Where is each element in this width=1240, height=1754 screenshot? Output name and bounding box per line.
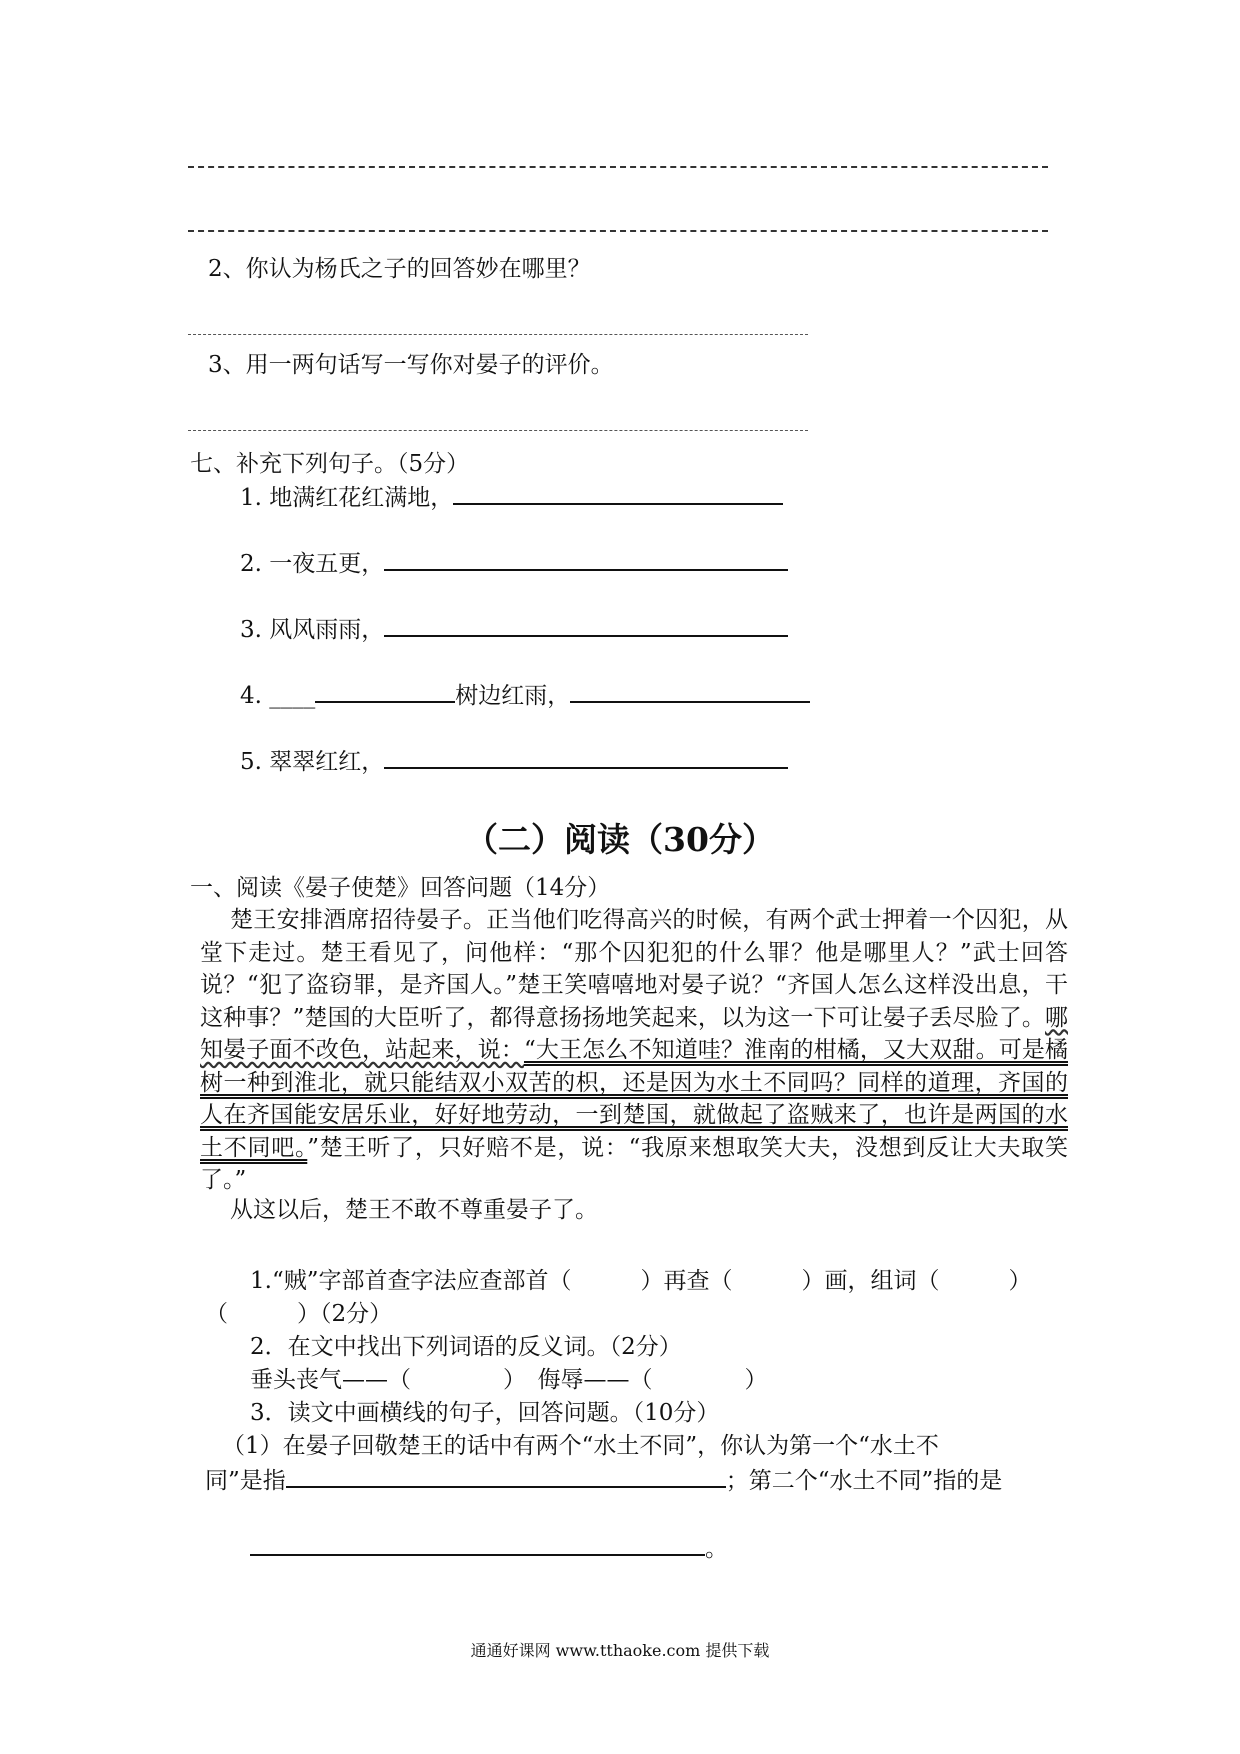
fill-blank[interactable] (384, 613, 788, 637)
item-text: 风风雨雨， (269, 617, 385, 643)
item-prefix: ____ (269, 683, 316, 709)
fill-item-2 (240, 547, 788, 579)
fill-blank[interactable] (315, 679, 455, 703)
question-2: 2、你认为杨氏之子的回答妙在哪里？ (208, 256, 591, 282)
question-2-items: 垂头丧气——（ ） 侮辱——（ ） (250, 1367, 768, 1393)
page-footer: 通通好课网 www.tthaoke.com 提供下载 (470, 1641, 770, 1660)
fill-blank[interactable] (384, 745, 788, 769)
item-number: 4. (240, 683, 262, 709)
item-number: 3. (240, 617, 262, 643)
item-text: 一夜五更， (269, 551, 385, 577)
passage-wavy-text: 哪知晏子面不改色，站起来，说： (200, 1004, 1068, 1063)
passage-text: ”楚王听了，只好赔不是，说：“我原来想取笑大夫，没想到反让大夫取笑了。” (200, 1134, 1068, 1193)
fill-item-4 (240, 679, 810, 711)
question-2-heading: 2．在文中找出下列词语的反义词。（2分） (250, 1334, 682, 1360)
fill-blank[interactable] (453, 481, 783, 505)
item-number: 1. (240, 485, 262, 511)
question-1-line-2: （ ）（2分） (205, 1301, 393, 1327)
question-3-answer-line (250, 1532, 728, 1564)
answer-line (188, 430, 808, 431)
reading-section-title: （二）阅读（30分） (465, 820, 775, 859)
question-3-sub-line-2 (205, 1464, 1002, 1496)
sub-text: 。 (705, 1536, 728, 1562)
answer-line (188, 230, 1048, 232)
fill-blank[interactable] (286, 1464, 726, 1488)
reading-passage (200, 904, 1068, 1197)
passage-underlined-text: “大王怎么不知道哇？淮南的柑橘，又大双甜。可是橘树一种到淮北，就只能结双小双苦的枳，还是因为水土不同吗？同样的道理，齐国的人在齐国能安居乐业，好好地劳动，一到楚国，就做起了盗贼来了，也许是两国的水土不同吧。 (200, 1037, 1068, 1161)
fill-blank[interactable] (250, 1532, 705, 1556)
question-3: 3、用一两句话写一写你对晏子的评价。 (208, 352, 614, 378)
fill-blank[interactable] (384, 547, 788, 571)
item-text: 地满红花红满地， (269, 485, 454, 511)
item-number: 2. (240, 551, 262, 577)
item-number: 5. (240, 749, 262, 775)
answer-line (188, 166, 1048, 168)
passage-text: 楚王安排酒席招待晏子。正当他们吃得高兴的时候，有两个武士押着一个囚犯，从堂下走过。楚王看见了，问他样：“那个囚犯犯的什么罪？他是哪里人？”武士回答说？“犯了盗窃罪，是齐国人。”楚王笑嘻嘻地对晏子说？“齐国人怎么这样没出息，干这种事？”楚国的大臣听了，都得意扬扬地笑起来，以为这一下可让晏子丢尽脸了。 (200, 907, 1068, 1031)
sub-text: 同”是指 (205, 1468, 286, 1494)
item-text: 翠翠红红， (269, 749, 385, 775)
fill-item-3 (240, 613, 788, 645)
fill-item-1 (240, 481, 783, 513)
item-text: 树边红雨， (455, 683, 571, 709)
answer-line (188, 334, 808, 335)
question-1-line-1: 1.“贼”字部首查字法应查部首（ ）再查（ ）画，组词（ ） (250, 1268, 1032, 1294)
section-7-heading: 七、补充下列句子。（5分） (190, 451, 470, 477)
passage-closing: 从这以后，楚王不敢不尊重晏子了。 (230, 1197, 598, 1223)
fill-blank[interactable] (570, 679, 810, 703)
fill-item-5 (240, 745, 788, 777)
question-3-heading: 3．读文中画横线的句子，回答问题。（10分） (250, 1400, 720, 1426)
question-3-sub-line-1: （1）在晏子回敬楚王的话中有两个“水土不同”，你认为第一个“水土不 (222, 1433, 939, 1459)
reading-heading: 一、阅读《晏子使楚》回答问题（14分） (190, 875, 611, 901)
sub-text: ；第二个“水土不同”指的是 (725, 1468, 1003, 1494)
